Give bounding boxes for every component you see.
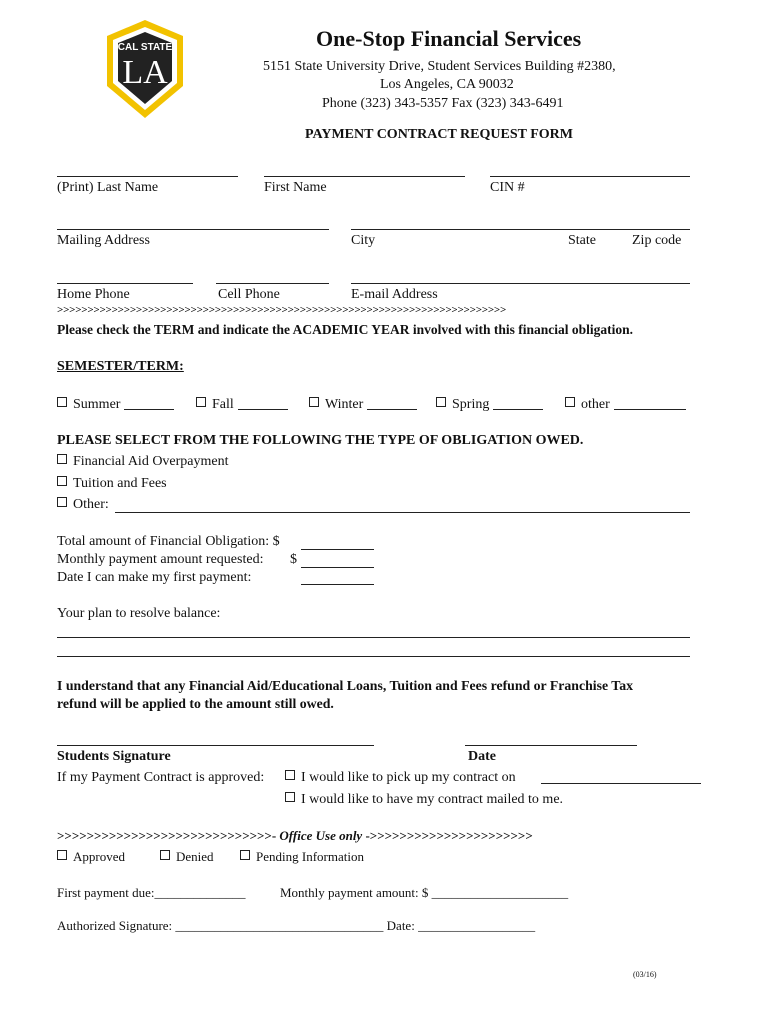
checkbox-icon[interactable] <box>57 476 67 486</box>
checkbox-icon[interactable] <box>240 850 250 860</box>
obligation-other[interactable] <box>57 497 109 513</box>
first-payment-due[interactable]: First payment due:______________ <box>57 885 246 900</box>
understand-text-1: I understand that any Financial Aid/Educational Loans, Tuition and Fees refund or Franchise Tax <box>57 678 634 693</box>
pickup-date-field[interactable] <box>541 783 701 784</box>
checkbox-icon[interactable] <box>57 497 67 507</box>
form-revision-code: (03/16) <box>633 970 657 979</box>
address-line-1: 5151 State University Drive, Student Services Building #2380, <box>263 59 616 74</box>
semester-option-label: Spring <box>452 397 490 412</box>
cell-phone-field[interactable] <box>216 283 329 284</box>
student-signature-label: Students Signature <box>57 749 171 764</box>
obligation-financial-aid[interactable] <box>57 454 229 470</box>
obligation-option-label: Financial Aid Overpayment <box>73 454 229 469</box>
home-phone-field[interactable] <box>57 283 193 284</box>
office-use-label: Office Use only <box>279 828 363 843</box>
semester-heading: SEMESTER/TERM: <box>57 359 184 374</box>
semester-option-label: Winter <box>325 397 364 412</box>
plan-line-1[interactable] <box>57 637 690 638</box>
contract-pickup-label: I would like to pick up my contract on <box>301 770 516 785</box>
separator-arrows: >>>>>>>>>>>>>>>>>>>>>>>>>>>>>>>>>>>>>>>>>>>>>>>>>>>>>>>>>>>>>>>>>>>>>>>>>> <box>57 304 507 316</box>
email-label: E-mail Address <box>351 287 438 302</box>
checkbox-icon[interactable] <box>436 397 446 407</box>
contract-mail-option[interactable] <box>285 792 563 808</box>
total-amount-label: Total amount of Financial Obligation: $ <box>57 534 280 549</box>
first-payment-field[interactable] <box>301 584 374 585</box>
city-state-zip-field[interactable] <box>351 229 690 230</box>
first-payment-label: Date I can make my first payment: <box>57 570 252 585</box>
logo-line1: CAL STATE <box>117 42 173 53</box>
signature-date-label: Date <box>468 749 496 764</box>
monthly-amount-field[interactable] <box>301 567 374 568</box>
signature-date-field[interactable] <box>465 745 637 746</box>
form-title: PAYMENT CONTRACT REQUEST FORM <box>305 127 573 142</box>
plan-label: Your plan to resolve balance: <box>57 606 221 621</box>
semester-option-label: other <box>581 397 610 412</box>
cin-label: CIN # <box>490 180 525 195</box>
office-left-arrows: >>>>>>>>>>>>>>>>>>>>>>>>>>>>>- <box>57 828 277 843</box>
status-pending[interactable] <box>240 849 364 865</box>
semester-option-label: Fall <box>212 397 234 412</box>
checkbox-icon[interactable] <box>565 397 575 407</box>
status-label: Denied <box>176 849 214 864</box>
first-name-label: First Name <box>264 180 327 195</box>
obligation-option-label: Other: <box>73 497 109 512</box>
understand-text-2: refund will be applied to the amount still owed. <box>57 696 334 711</box>
plan-line-2[interactable] <box>57 656 690 657</box>
obligation-tuition[interactable] <box>57 476 167 492</box>
logo-line2: LA <box>122 54 168 91</box>
total-amount-field[interactable] <box>301 549 374 550</box>
first-name-field[interactable] <box>264 176 465 177</box>
checkbox-icon[interactable] <box>285 770 295 780</box>
status-label: Approved <box>73 849 125 864</box>
checkbox-icon[interactable] <box>285 792 295 802</box>
cin-field[interactable] <box>490 176 690 177</box>
semester-winter[interactable] <box>309 397 417 413</box>
semester-option-label: Summer <box>73 397 121 412</box>
state-label: State <box>568 233 596 248</box>
authorized-signature[interactable]: Authorized Signature: ________________________________ Date: __________________ <box>57 918 536 933</box>
mailing-address-field[interactable] <box>57 229 329 230</box>
last-name-field[interactable] <box>57 176 238 177</box>
checkbox-icon[interactable] <box>57 397 67 407</box>
checkbox-icon[interactable] <box>196 397 206 407</box>
page-title: One-Stop Financial Services <box>316 26 582 51</box>
office-use-banner <box>57 828 533 844</box>
monthly-dollar-sign: $ <box>290 552 297 567</box>
semester-fall[interactable] <box>196 397 288 413</box>
status-approved[interactable] <box>57 849 125 865</box>
monthly-payment-amount[interactable]: Monthly payment amount: $ _____________________ <box>280 885 569 900</box>
checkbox-icon[interactable] <box>309 397 319 407</box>
status-denied[interactable] <box>160 849 214 865</box>
home-phone-label: Home Phone <box>57 287 130 302</box>
cal-state-la-logo <box>104 18 186 122</box>
semester-other[interactable] <box>565 397 686 413</box>
zip-label: Zip code <box>632 233 682 248</box>
obligation-option-label: Tuition and Fees <box>73 476 167 491</box>
contract-prefix: If my Payment Contract is approved: <box>57 770 265 785</box>
office-right-arrows: ->>>>>>>>>>>>>>>>>>>>>> <box>365 828 533 843</box>
semester-spring[interactable] <box>436 397 543 413</box>
phone-fax: Phone (323) 343-5357 Fax (323) 343-6491 <box>322 96 564 111</box>
status-label: Pending Information <box>256 849 364 864</box>
checkbox-icon[interactable] <box>160 850 170 860</box>
address-line-2: Los Angeles, CA 90032 <box>380 77 514 92</box>
checkbox-icon[interactable] <box>57 850 67 860</box>
monthly-amount-label: Monthly payment amount requested: <box>57 552 264 567</box>
checkbox-icon[interactable] <box>57 454 67 464</box>
cell-phone-label: Cell Phone <box>218 287 280 302</box>
mailing-address-label: Mailing Address <box>57 233 150 248</box>
semester-summer[interactable] <box>57 397 174 413</box>
obligation-other-field[interactable] <box>115 512 690 513</box>
contract-mail-label: I would like to have my contract mailed to me. <box>301 792 564 807</box>
email-field[interactable] <box>351 283 690 284</box>
contract-pickup-option[interactable] <box>285 770 516 786</box>
obligation-heading: PLEASE SELECT FROM THE FOLLOWING THE TYPE OF OBLIGATION OWED. <box>57 433 584 448</box>
city-label: City <box>351 233 376 248</box>
student-signature-field[interactable] <box>57 745 374 746</box>
term-instruction: Please check the TERM and indicate the ACADEMIC YEAR involved with this financial obligation. <box>57 322 634 337</box>
last-name-label: (Print) Last Name <box>57 180 159 195</box>
